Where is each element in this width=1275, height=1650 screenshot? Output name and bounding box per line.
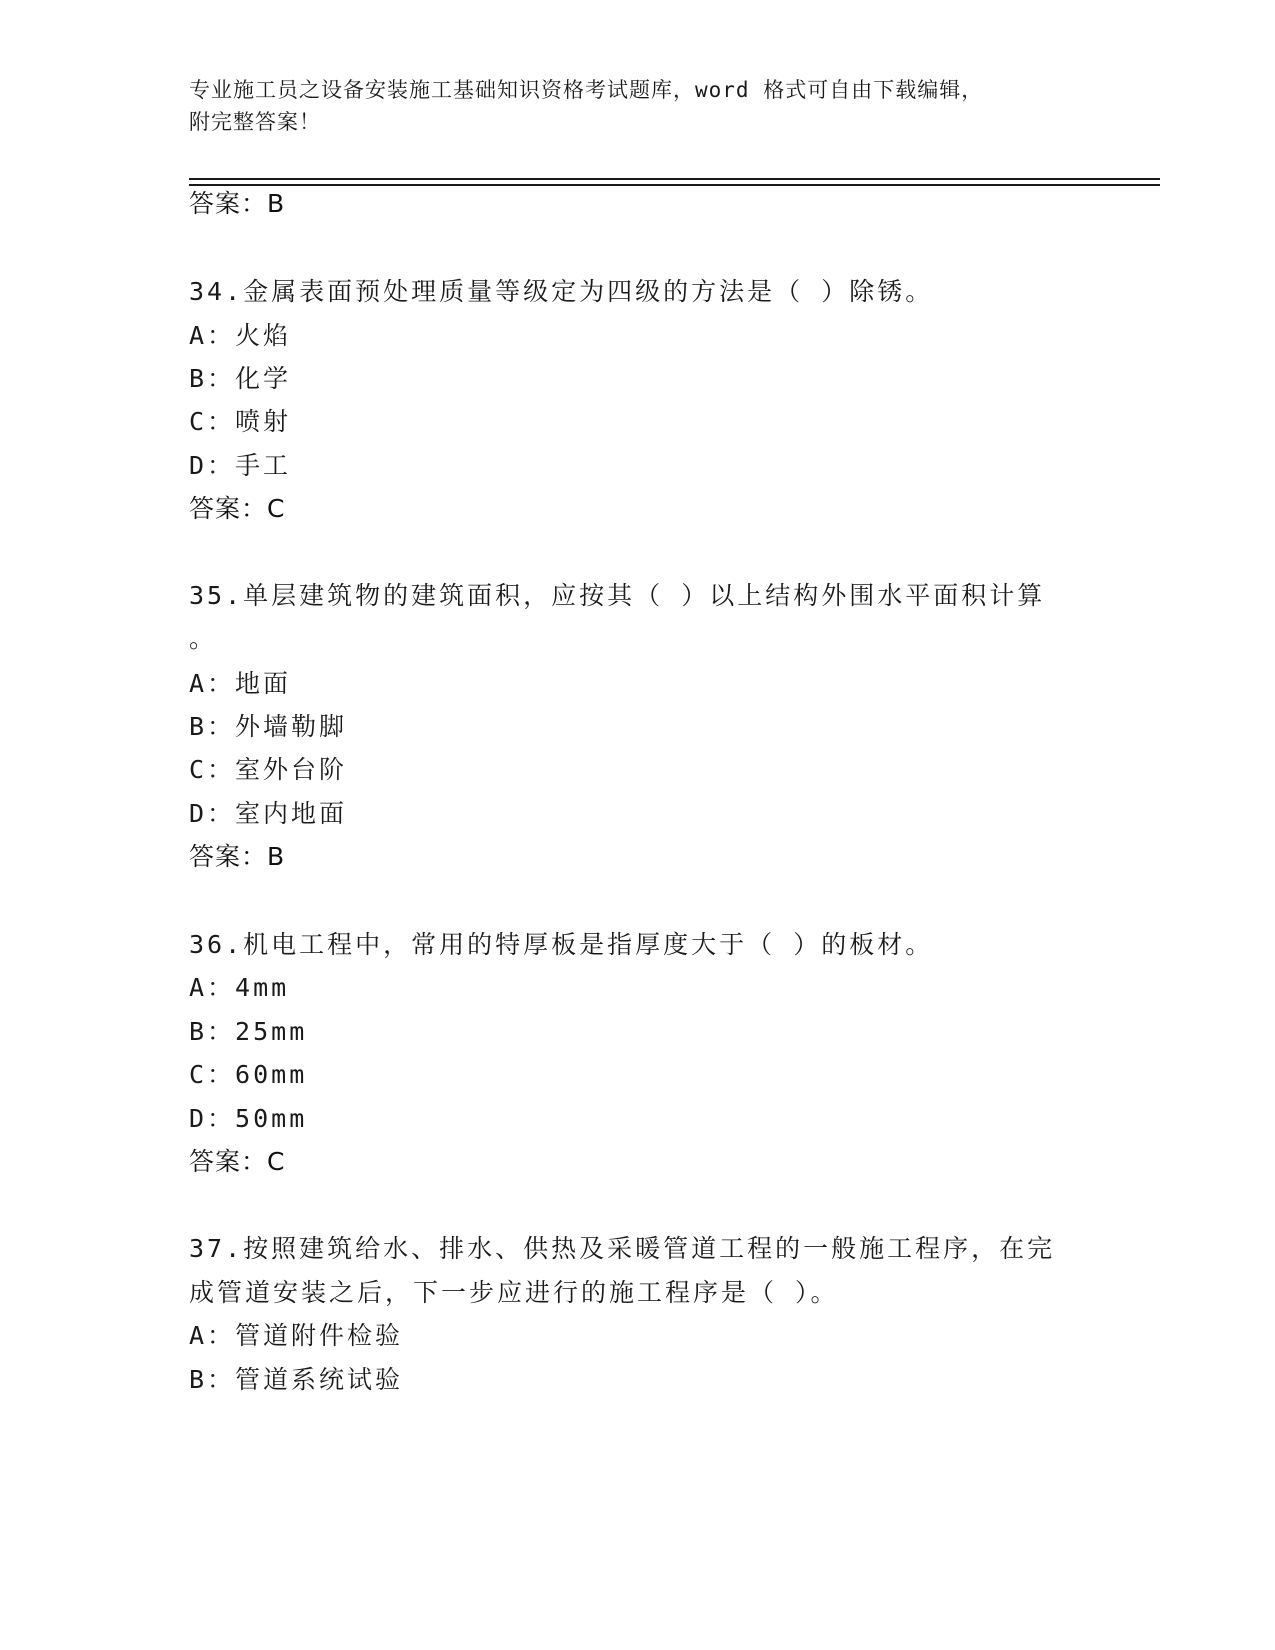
question-35-title-line-1: 35.单层建筑物的建筑面积，应按其（ ）以上结构外围水平面积计算: [189, 581, 1046, 610]
document-header: [189, 74, 1089, 138]
question-37-option-b: B：管道系统试验: [189, 1365, 404, 1394]
question-34-title: 34.金属表面预处理质量等级定为四级的方法是（ ）除锈。: [189, 277, 934, 306]
question-36-option-b: B：25mm: [189, 1017, 308, 1046]
question-36-option-c: C：60mm: [189, 1060, 308, 1089]
header-rule-bottom: [189, 184, 1160, 186]
question-36-option-d: D：50mm: [189, 1104, 308, 1133]
question-34-option-d: D：手工: [189, 451, 292, 480]
question-36-answer: 答案：C: [189, 1147, 286, 1176]
question-36-title: 36.机电工程中，常用的特厚板是指厚度大于（ ）的板材。: [189, 930, 934, 959]
question-35-option-c: C：室外台阶: [189, 755, 348, 784]
question-35-option-b: B：外墙勒脚: [189, 712, 348, 741]
question-35-option-a: A：地面: [189, 669, 292, 698]
question-37-title-line-1: 37.按照建筑给水、排水、供热及采暖管道工程的一般施工程序，在完: [189, 1234, 1056, 1263]
question-37-title-line-2: 成管道安装之后，下一步应进行的施工程序是（ ）。: [189, 1278, 839, 1307]
question-34-option-b: B：化学: [189, 364, 292, 393]
question-34-answer: 答案：C: [189, 494, 286, 523]
question-34-option-a: A：火焰: [189, 321, 292, 350]
question-35-answer: 答案：B: [189, 842, 286, 871]
question-37-option-a: A：管道附件检验: [189, 1321, 404, 1350]
answer-prev: 答案：B: [189, 189, 286, 218]
question-35-option-d: D：室内地面: [189, 799, 348, 828]
header-line-1: 专业施工员之设备安装施工基础知识资格考试题库，word 格式可自由下载编辑，: [189, 78, 984, 102]
question-34-option-c: C：喷射: [189, 407, 292, 436]
header-rule-top: [189, 178, 1160, 180]
header-line-2: 附完整答案！: [189, 110, 321, 134]
question-36-option-a: A：4mm: [189, 973, 290, 1002]
question-35-title-line-2: 。: [189, 624, 218, 653]
